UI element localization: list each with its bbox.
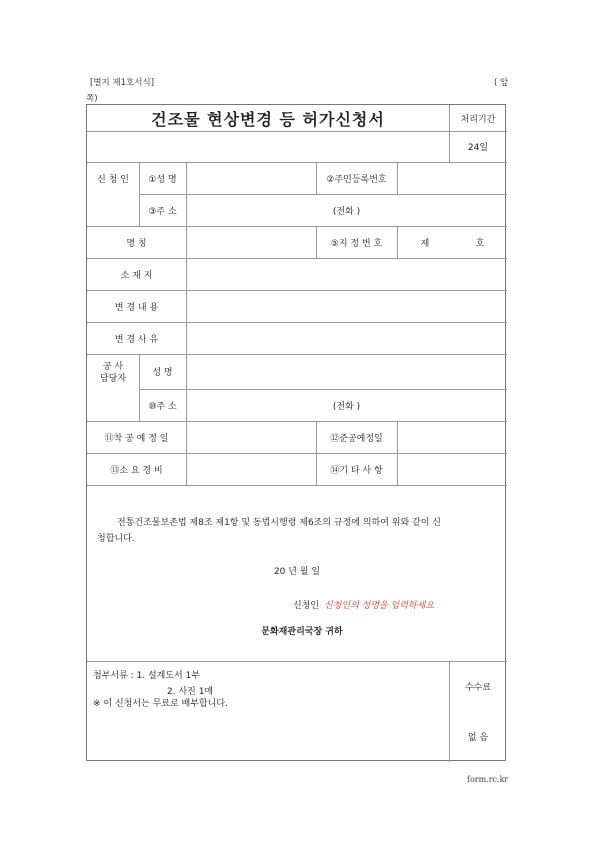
name-label: ①성 명 [148, 174, 177, 185]
end-date-field[interactable] [397, 421, 507, 453]
manager-name-label: 성 명 [152, 368, 173, 378]
site-footer: form.rc.kr [467, 775, 509, 784]
statement-line1: 전통건조물보존법 제8조 제1항 및 동법시행령 제6조의 규정에 의하여 위와 같이 신 [117, 518, 441, 528]
statement-line2: 청합니다. [97, 534, 135, 544]
start-date-field[interactable] [186, 421, 316, 453]
processing-period-value: 24일 [467, 143, 489, 153]
application-form [86, 104, 506, 761]
applicant-address-field[interactable]: (전화 ) [332, 206, 361, 217]
construction-label-line2: 담당자 [99, 373, 127, 384]
applicant-sign-label: 신청인 [292, 600, 320, 611]
location-field[interactable] [186, 258, 507, 290]
change-reason-field[interactable] [186, 322, 507, 354]
manager-address-field[interactable]: (전화 ) [332, 401, 361, 412]
application-date[interactable]: 20 년 월 일 [273, 566, 321, 577]
recipient: 문화재관리국장 귀하 [261, 626, 343, 637]
designation-no-label: ⑤지 정 번 호 [330, 238, 383, 249]
cost-label: ⑬소 요 경 비 [110, 465, 163, 476]
form-title: 건조물 현상변경 등 허가신청서 [151, 109, 385, 129]
resident-no-label: ②주민등록번호 [326, 174, 387, 185]
fee-label: 수수료 [464, 682, 492, 693]
address-label: ③주 소 [148, 206, 177, 217]
building-name-field[interactable] [186, 226, 316, 258]
cost-field[interactable] [186, 453, 316, 485]
construction-label-line1: 공 사 [102, 361, 124, 372]
free-distribution-note: ※ 이 신청서는 무료로 배부합니다. [93, 699, 228, 709]
start-date-label: ⑪착 공 예 정 일 [104, 433, 169, 444]
other-label: ⑭기 타 사 항 [330, 465, 383, 476]
attachments-line2: 2. 사진 1매 [167, 687, 214, 697]
applicant-label: 신 청 인 [97, 174, 129, 185]
building-name-label: 명 칭 [126, 238, 147, 249]
resident-no-field[interactable] [397, 162, 507, 194]
end-date-label: ⑫준공예정일 [330, 433, 383, 444]
change-reason-label: 변 경 사 유 [114, 334, 159, 345]
other-field[interactable] [397, 453, 507, 485]
manager-name-field[interactable] [186, 354, 507, 389]
designation-je: 제 [420, 238, 430, 249]
side-indicator: ( 앞 [494, 78, 509, 88]
manager-address-label: ⑩주 소 [148, 401, 177, 412]
fee-value: 없 음 [467, 732, 489, 743]
change-content-field[interactable] [186, 290, 507, 322]
side-indicator-wrap: 쪽) [86, 94, 98, 104]
designation-ho: 호 [475, 238, 485, 249]
applicant-name-field[interactable] [186, 162, 316, 194]
change-content-label: 변 경 내 용 [114, 302, 159, 313]
location-label: 소 재 지 [120, 270, 153, 281]
applicant-sign-input[interactable]: 신청인의 성명을 입력하세요 [324, 600, 435, 611]
processing-period-label: 처리기간 [460, 114, 496, 125]
form-number: [별지 제1호서식] [90, 78, 155, 88]
attachments-line1: 첨부서류 : 1. 설계도서 1부 [93, 671, 201, 681]
